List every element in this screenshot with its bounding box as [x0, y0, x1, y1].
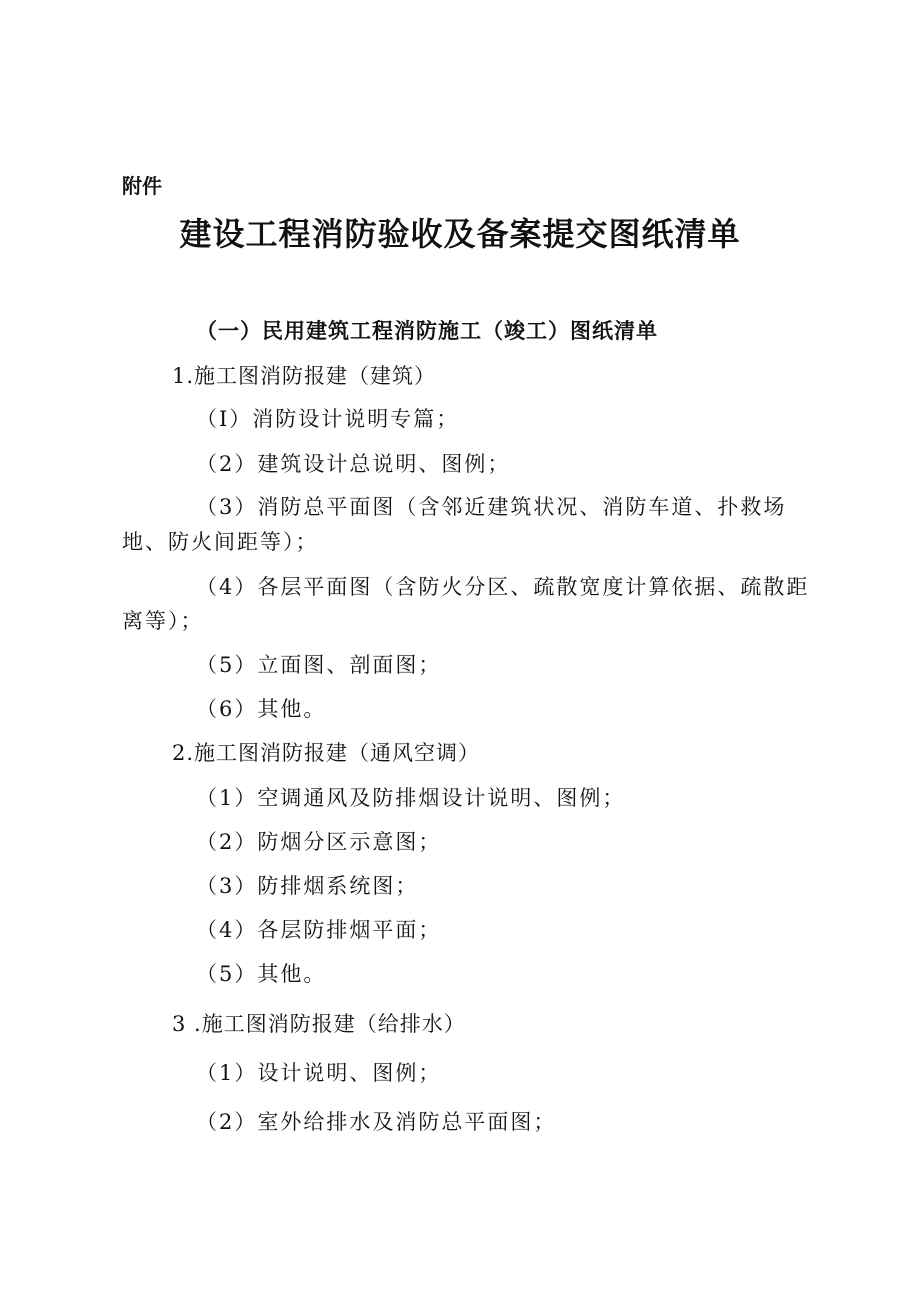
document-title: 建设工程消防验收及备案提交图纸清单 [179, 215, 741, 253]
list-item-continuation: 地、防火间距等）； [122, 530, 319, 554]
list-item: （6）其他。 [196, 697, 327, 721]
attachment-label: 附件 [122, 174, 162, 198]
list-item: （1）设计说明、图例； [196, 1061, 442, 1085]
group-heading-plumbing: 3 .施工图消防报建（给排水） [172, 1012, 466, 1036]
list-item: （2）室外给排水及消防总平面图； [196, 1110, 557, 1134]
list-item: （5）立面图、剖面图； [196, 653, 442, 677]
list-item: （4）各层防排烟平面； [196, 918, 442, 942]
list-item: （1）空调通风及防排烟设计说明、图例； [196, 786, 626, 810]
group-heading-architecture: 1.施工图消防报建（建筑） [172, 364, 437, 388]
list-item: （5）其他。 [196, 962, 327, 986]
list-item: （3）防排烟系统图； [196, 874, 419, 898]
list-item: （3）消防总平面图（含邻近建筑状况、消防车道、扑救场 [196, 495, 787, 519]
list-item: （2）建筑设计总说明、图例； [196, 452, 511, 476]
list-item-continuation: 离等）； [122, 609, 204, 633]
list-item: （4）各层平面图（含防火分区、疏散宽度计算依据、疏散距 [196, 575, 810, 599]
section-heading: （一）民用建筑工程消防施工（竣工）图纸清单 [196, 319, 658, 343]
group-heading-hvac: 2.施工图消防报建（通风空调） [172, 741, 481, 765]
list-item: （I）消防设计说明专篇； [196, 407, 460, 431]
list-item: （2）防烟分区示意图； [196, 830, 442, 854]
